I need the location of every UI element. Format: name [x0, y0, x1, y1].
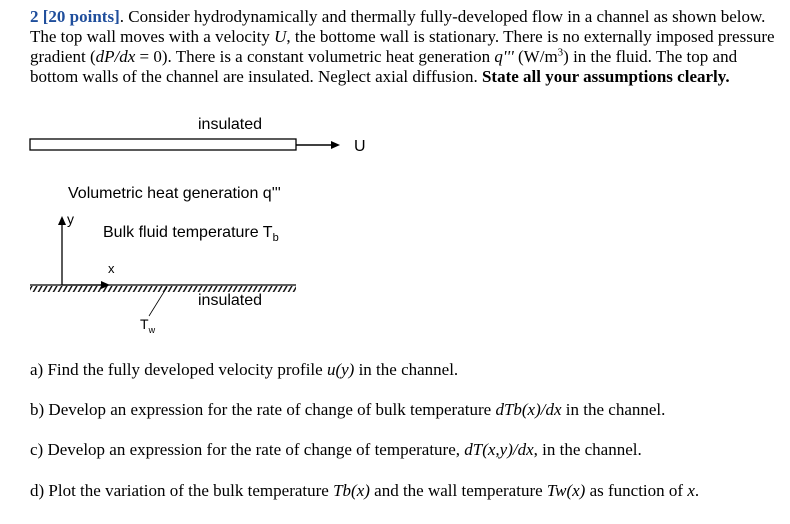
y-axis-arrowhead — [58, 216, 66, 225]
assumptions-note: State all your assumptions clearly. — [481, 67, 730, 86]
bulk-temperature-label: Bulk fluid temperature $T_b$ — [103, 224, 279, 244]
wall-temperature-label: $T_w$ — [140, 316, 156, 335]
question-a: a) Find the fully developed velocity profile u(y) in the channel. — [30, 360, 459, 379]
question-b: b) Develop an expression for the rate of change of bulk temperature dTb(x)/dx in the channel. — [30, 400, 666, 419]
question-d: d) Plot the variation of the bulk temperature Tb(x) and the wall temperature Tw(x) as function of x. — [30, 481, 700, 500]
top-moving-wall — [30, 139, 296, 150]
velocity-label: U — [354, 138, 366, 155]
problem-statement: 2 [20 points]. Consider hydrodynamically and thermally fully-developed flow in a channel as shown below. The top wall moves with a velocity U, the bottome wall is stationary. There is no externally imposed pressure gradient (dP/dx = 0). There is a constant volumetric heat generation q''' $(W/m^3)$ in the fluid. The top and bottom walls of the channel are insulated. Neglect axial diffusion. State all your assumptions clearly. — [30, 7, 775, 86]
top-wall-label: insulated — [198, 116, 263, 133]
channel-figure — [0, 108, 366, 348]
velocity-arrowhead — [331, 141, 340, 149]
x-axis-label: x — [108, 261, 115, 276]
bottom-wall-label: insulated — [198, 292, 263, 309]
problem-number: 2 [20 points] — [30, 7, 120, 26]
question-c: c) Develop an expression for the rate of change of temperature, dT(x,y)/dx, in the channel. — [30, 440, 642, 459]
y-axis-label: y — [67, 211, 74, 227]
heat-generation-label: Volumetric heat generation q''' — [68, 185, 281, 202]
